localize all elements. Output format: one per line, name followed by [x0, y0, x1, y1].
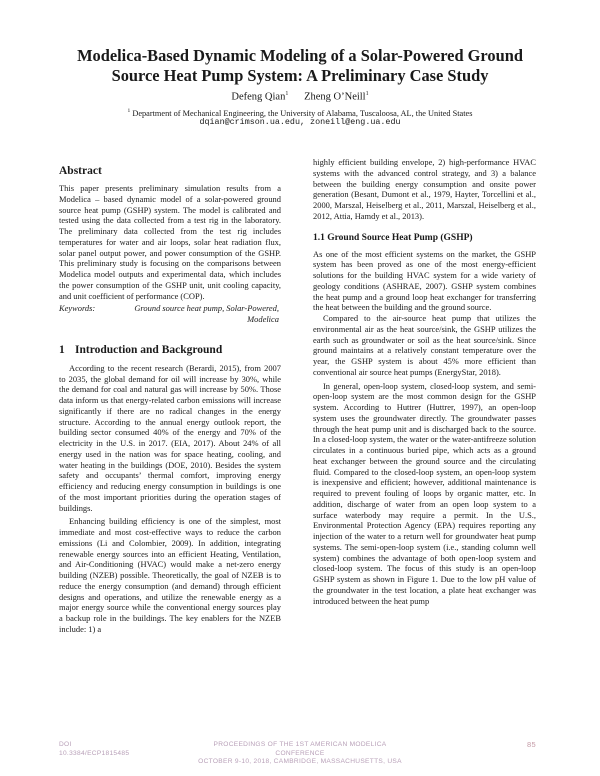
author-affil-mark: 1	[285, 91, 289, 97]
abstract-text: This paper presents preliminary simulation results from a Modelica – based dynamic model of a solar-powered ground source heat pump (GSHP) system. The model is calibrated and tested using the data collected from a test rig in the laboratory. The preliminary data collected from the test rig includes temperatures for water and air loops, solar heat radiation flux, solar panel output power, and power consumption of the GSHP. This preliminary study is focusing on the comparisons between Modelica model outputs and experimental data, which includes the power consumption of the GSHP unit, unit cooling capacity, and unit coefficient of performance (COP).	[59, 183, 281, 301]
affiliation-mark: 1	[127, 108, 131, 114]
doi-link[interactable]: 10.3384/ECP1815485	[59, 749, 130, 757]
footer-conference	[190, 741, 410, 767]
paragraph: Compared to the air-source heat pump that utilizes the environmental air as the heat source/sink, the GSHP utilizes the earth such as groundwater or soil as the heat source/sink. Since ground maintains at a relatively constant temperature over the year, the GSHP system is about 45% more efficient than conventional air source heat pumps (EnergyStar, 2018).	[313, 313, 536, 377]
footer-doi	[59, 741, 129, 758]
author-emails: dqian@crimson.ua.edu, zoneill@eng.ua.edu	[199, 117, 401, 127]
keywords-label: Keywords:	[59, 303, 96, 314]
author-affil-mark: 1	[365, 91, 369, 97]
authors	[40, 88, 560, 104]
author-name: Zheng O’Neill	[304, 91, 366, 103]
section-title: Introduction and Background	[75, 343, 223, 356]
paragraph: Enhancing building efficiency is one of the simplest, most immediate and most cost-effective ways to reduce the carbon emissions (Li and Colombier, 2009). In addition, integrating renewable energy sources into an efficient Heating, Ventilation, and Air-Conditioning (HVAC) would make a net-zero energy building (NZEB) possible. Theoretically, the goal of NZEB is to reduce the energy consumption (and demand) through efficient designs and operations, and utilize the renewable energy as a major energy source while the conventional energy sources play a backup role in the buildings. The key enablers for the NZEB include: 1) a	[59, 516, 281, 634]
title-line-2: Source Heat Pump System: A Preliminary Case Study	[111, 66, 489, 85]
keywords-text: Ground source heat pump, Solar-Powered, Modelica	[134, 303, 279, 324]
doi-label: DOI	[59, 741, 72, 748]
subsection-heading-gshp: 1.1 Ground Source Heat Pump (GSHP)	[313, 232, 473, 243]
author-name: Defeng Qian	[231, 91, 286, 103]
left-column	[59, 156, 281, 635]
title-line-1: Modelica-Based Dynamic Modeling of a Solar-Powered Ground	[77, 46, 523, 65]
conference-line-2: OCTOBER 9-10, 2018, CAMBRIDGE, MASSACHUSETTS, USA	[198, 758, 402, 765]
keywords	[59, 303, 281, 325]
paragraph: As one of the most efficient systems on the market, the GSHP system has been proved as one of the most energy-efficient solutions for the building HVAC system for a wide variety of geology conditions (ASHRAE, 2007). GSHP system combines the heat pump and a ground loop heat exchanger for transferring the heat between the building and the ground source.	[313, 248, 536, 313]
paragraph: According to the recent research (Berardi, 2015), from 2007 to 2035, the global demand for oil will increase by 30%, while the demand for coal and natural gas will increase by 50%. Those data inform us that energy-related carbon emissions will increase significantly if there are no radical changes in the energy structure. According to the annual energy outlook report, the building sector consumed 40% of the energy and 70% of the electricity in the U.S. in 2017. (EIA, 2017). About 24% of all energy used in the nation was for space heating, cooling, and water heating in the buildings (DOE, 2010). Besides the system safety and occupants’ thermal comfort, improving energy efficiency and reducing energy consumption in buildings is one of the most important priorities during the operation stages of buildings.	[59, 362, 281, 513]
paragraph-continued: highly efficient building envelope, 2) high-performance HVAC systems with the advanced control strategy, and 3) a balance between the building energy consumption and onsite power generation (Besant, Dumont et al., 1979, Hayter, Torcellini et al., 2000, Marszal, Heiselberg et al., 2011, Marszal, Heiselberg et al., 2012, Attia, Hamdy et al., 2013).	[313, 157, 536, 221]
section-heading-intro	[59, 343, 281, 357]
affiliation-text: Department of Mechanical Engineering, the University of Alabama, Tuscaloosa, AL, the United States	[130, 108, 473, 118]
right-column	[313, 157, 536, 606]
paragraph: In general, open-loop system, closed-loop system, and semi-open-loop system are the most common design for the GSHP system. According to Huttrer (Huttrer, 1997), an open-loop system uses the groundwater directly. The groundwater passes through the heat pump unit and is discharged back to the source. In a closed-loop system, the water or the water-antifreeze solution circulates in a continuous buried pipe, which acts as a ground heat exchanger between the ground source and the circulating fluid. Compared to the closed-loop system, an open-loop system is inexpensive and efficient; however, additional maintenance is required to prevent fouling of loops by organic matter, etc. In addition, discharge of water from an open loop system to a surface waterbody may require a permit. In the U.S., Environmental Protection Agency (EPA) requires reporting any injection of the water to a return well for groundwater heat pump systems. The semi-open-loop system (i.e., standing column well system) combines the advantage of both open-loop system and closed-loop system. The focus of this study is an open-loop GSHP system as shown in Figure 1. Due to the low pH value of the groundwater in the test location, a plate heat exchanger was introduced between the heat pump	[313, 380, 536, 606]
paper-title	[40, 46, 560, 86]
section-number: 1	[59, 343, 65, 356]
page-number: 85	[527, 740, 536, 749]
conference-line-1: PROCEEDINGS OF THE 1ST AMERICAN MODELICA CONFERENCE	[213, 741, 387, 757]
abstract-heading: Abstract	[59, 165, 102, 177]
